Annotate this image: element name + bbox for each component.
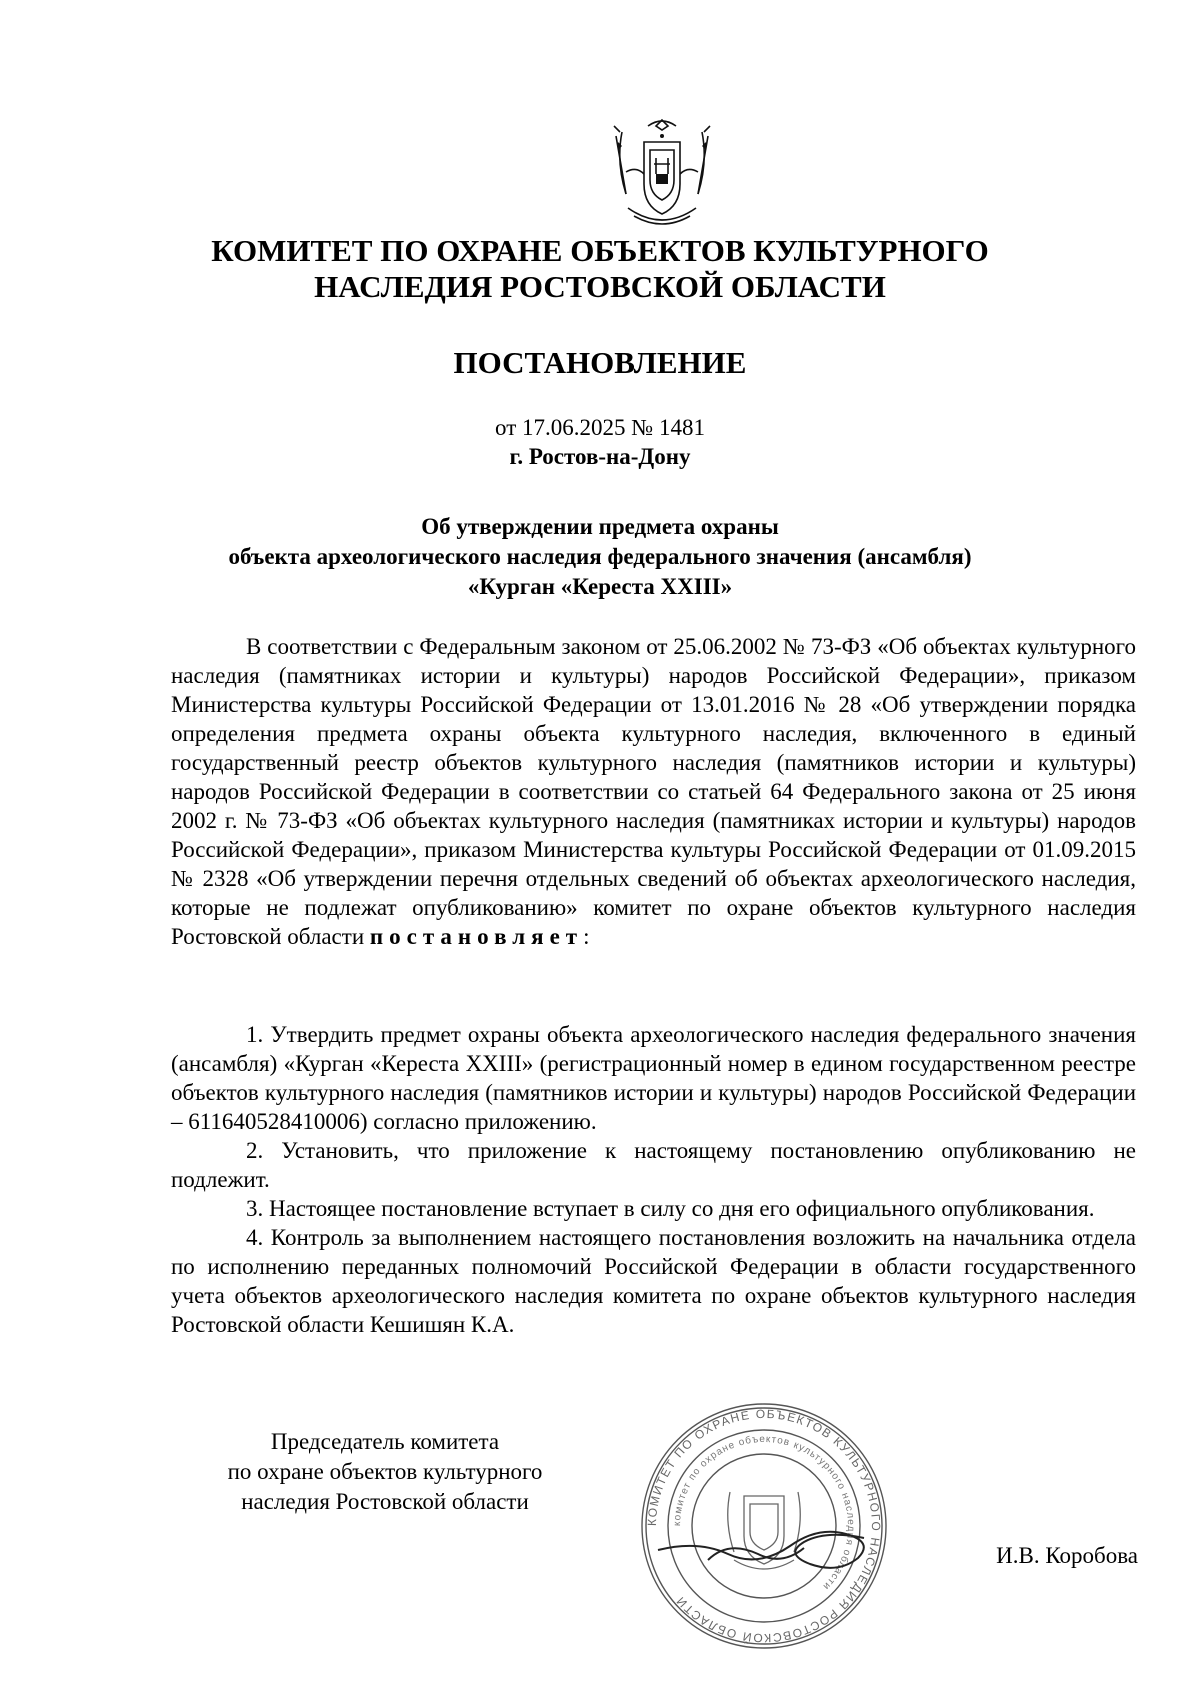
issuing-authority [0,233,1200,305]
preamble-paragraph [171,632,1136,951]
resolution-item-1: 1. Утвердить предмет охраны объекта археологического наследия федерального значения (ансамбля) «Курган «Кереста XXIII» (регистрационный номер в едином государственном реестре объектов культурного наследия (памятников истории и культуры) народов Российской Федерации – 611640528410006) согласно приложению. [171,1022,1136,1134]
signatory-name: И.В. Коробова [996,1543,1138,1568]
position-line-1: Председатель комитета [270,1429,500,1454]
preamble-text: В соответствии с Федеральным законом от 25.06.2002 № 73-ФЗ «Об объектах культурного наследия (памятниках истории и культуры) народов Российской Федерации», приказом Министерства культуры Российской Федерации от 13.01.2016 № 28 «Об утверждении порядка определения предмета охраны объекта культурного наследия, включенного в единый государственный реестр объектов культурного наследия (памятников истории и культуры) народов Российской Федерации в соответствии со статьей 64 Федерального закона от 25 июня 2002 г. № 73-ФЗ «Об объектах культурного наследия (памятниках истории и культуры) народов Российской Федерации», приказом Министерства культуры Российской Федерации от 01.09.2015 № 2328 «Об утверждении перечня отдельных сведений об объектах археологического наследия, которые не подлежат опубликованию» комитет по охране объектов культурного наследия Ростовской области [171,634,1136,949]
resolution-item-2: 2. Установить, что приложение к настоящему постановлению опубликованию не подлежит. [171,1138,1136,1192]
seal-inner-text: комитет по охране объектов культурного наследия области [671,1433,857,1593]
resolution-items [171,1020,1136,1339]
preamble [171,632,1136,951]
seal-outer-text: КОМИТЕТ ПО ОХРАНЕ ОБЪЕКТОВ КУЛЬТУРНОГО НАСЛЕДИЯ РОСТОВСКОЙ ОБЛАСТИ [644,1406,884,1646]
official-seal-icon [638,1400,890,1652]
subject-line-1: Об утверждении предмета охраны [421,514,779,539]
document-type: ПОСТАНОВЛЕНИЕ [453,345,747,380]
subject-line-3: «Курган «Кереста XXIII» [467,574,733,599]
resolution-item-4: 4. Контроль за выполнением настоящего постановления возложить на начальника отдела по исполнению переданных полномочий Российской Федерации в области государственного учета объектов археологического наследия комитета по охране объектов культурного наследия Ростовской области Кешишян К.А. [171,1225,1136,1337]
coat-of-arms-icon [608,112,716,234]
position-line-2: по охране объектов культурного [227,1459,543,1484]
resolution-verb: постановляет [369,924,584,949]
resolution-item-3: 3. Настоящее постановление вступает в силу со дня его официального опубликования. [246,1196,1095,1221]
document-city: г. Ростов-на-Дону [509,444,691,469]
signatory-position [170,1427,600,1517]
document-subject [0,512,1200,602]
subject-line-2: объекта археологического наследия федерального значения (ансамбля) [228,544,972,569]
position-line-3: наследия Ростовской области [241,1489,529,1514]
authority-line-1: КОМИТЕТ ПО ОХРАНЕ ОБЪЕКТОВ КУЛЬТУРНОГО [211,233,989,268]
document-date-number: от 17.06.2025 № 1481 [495,415,705,440]
authority-line-2: НАСЛЕДИЯ РОСТОВСКОЙ ОБЛАСТИ [314,269,886,304]
preamble-colon: : [583,924,590,949]
